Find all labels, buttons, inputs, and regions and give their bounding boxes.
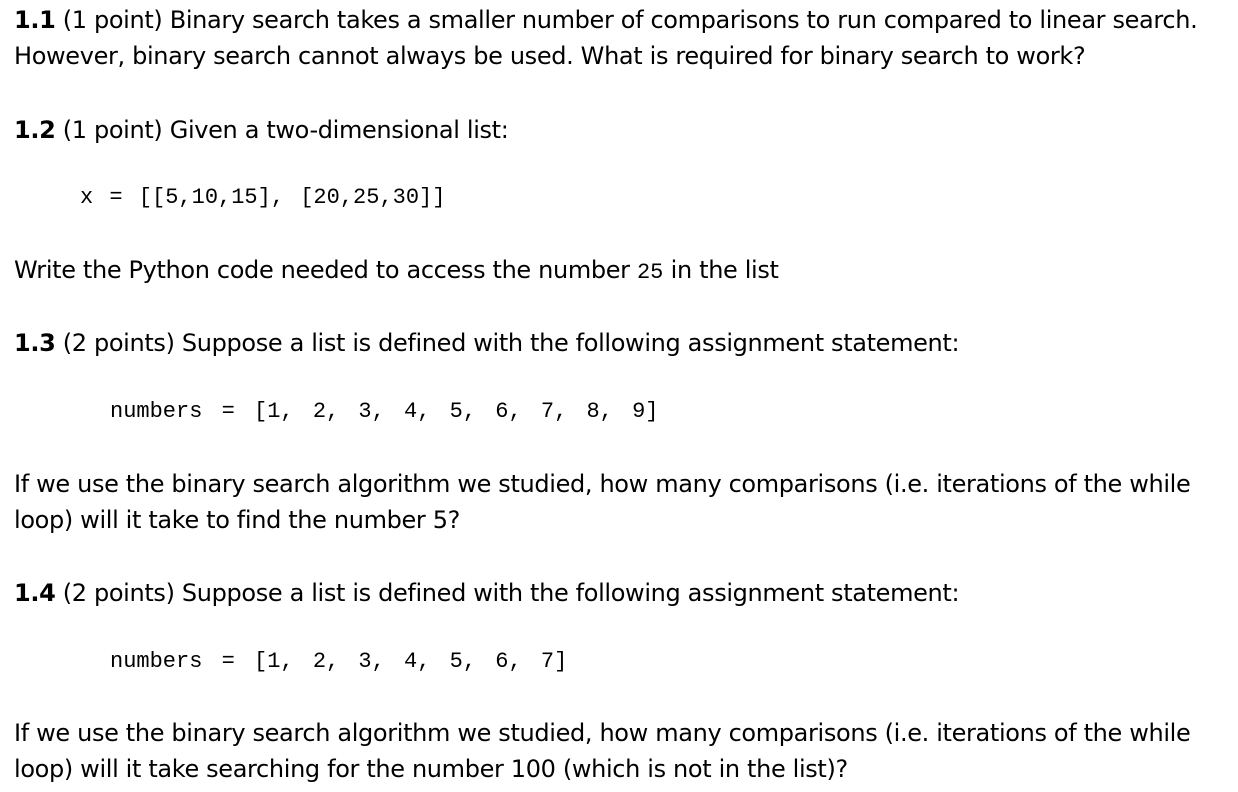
code-block-two-dimensional-list: x = [[5,10,15], [20,25,30]] xyxy=(80,185,446,210)
question-text-line: However, binary search cannot always be used. What is required for binary search to work? xyxy=(14,42,1086,70)
question-number: 1.4 xyxy=(14,579,56,607)
question-1-3-followup-line-2 xyxy=(14,502,1224,538)
inline-code-number: 25 xyxy=(636,260,664,285)
code-block-numbers-list-9: numbers = [1, 2, 3, 4, 5, 6, 7, 8, 9] xyxy=(110,399,659,424)
followup-text: If we use the binary search algorithm we studied, how many comparisons (i.e. iterations of the while xyxy=(14,470,1191,498)
question-prompt: Suppose a list is defined with the following assignment statement: xyxy=(181,329,960,357)
question-1-2 xyxy=(14,112,1224,148)
question-1-4-followup-line-1 xyxy=(14,715,1224,751)
followup-text: Write the Python code needed to access the number xyxy=(14,256,637,284)
question-1-1-line-2 xyxy=(14,38,1224,74)
question-1-3 xyxy=(14,325,1224,361)
followup-text: loop) will it take to find the number 5? xyxy=(14,506,461,534)
question-points: (2 points) xyxy=(62,329,175,357)
question-number: 1.3 xyxy=(14,329,56,357)
question-1-2-followup xyxy=(14,252,1224,291)
question-prompt: Given a two-dimensional list: xyxy=(169,116,509,144)
question-points: (1 point) xyxy=(62,116,163,144)
followup-text: loop) will it take searching for the number 100 (which is not in the list)? xyxy=(14,755,848,783)
question-1-4-followup-line-2 xyxy=(14,751,1224,787)
question-number: 1.2 xyxy=(14,116,56,144)
code-block-numbers-list-7: numbers = [1, 2, 3, 4, 5, 6, 7] xyxy=(110,649,568,674)
question-text-line: Binary search takes a smaller number of comparisons to run compared to linear search. xyxy=(169,6,1198,34)
question-prompt: Suppose a list is defined with the following assignment statement: xyxy=(181,579,960,607)
followup-text: If we use the binary search algorithm we studied, how many comparisons (i.e. iterations of the while xyxy=(14,719,1191,747)
question-points: (1 point) xyxy=(62,6,163,34)
question-points: (2 points) xyxy=(62,579,175,607)
followup-text-end: in the list xyxy=(663,256,779,284)
question-1-3-followup-line-1 xyxy=(14,466,1224,502)
question-number: 1.1 xyxy=(14,6,56,34)
question-1-1 xyxy=(14,2,1224,38)
question-1-4 xyxy=(14,575,1224,611)
